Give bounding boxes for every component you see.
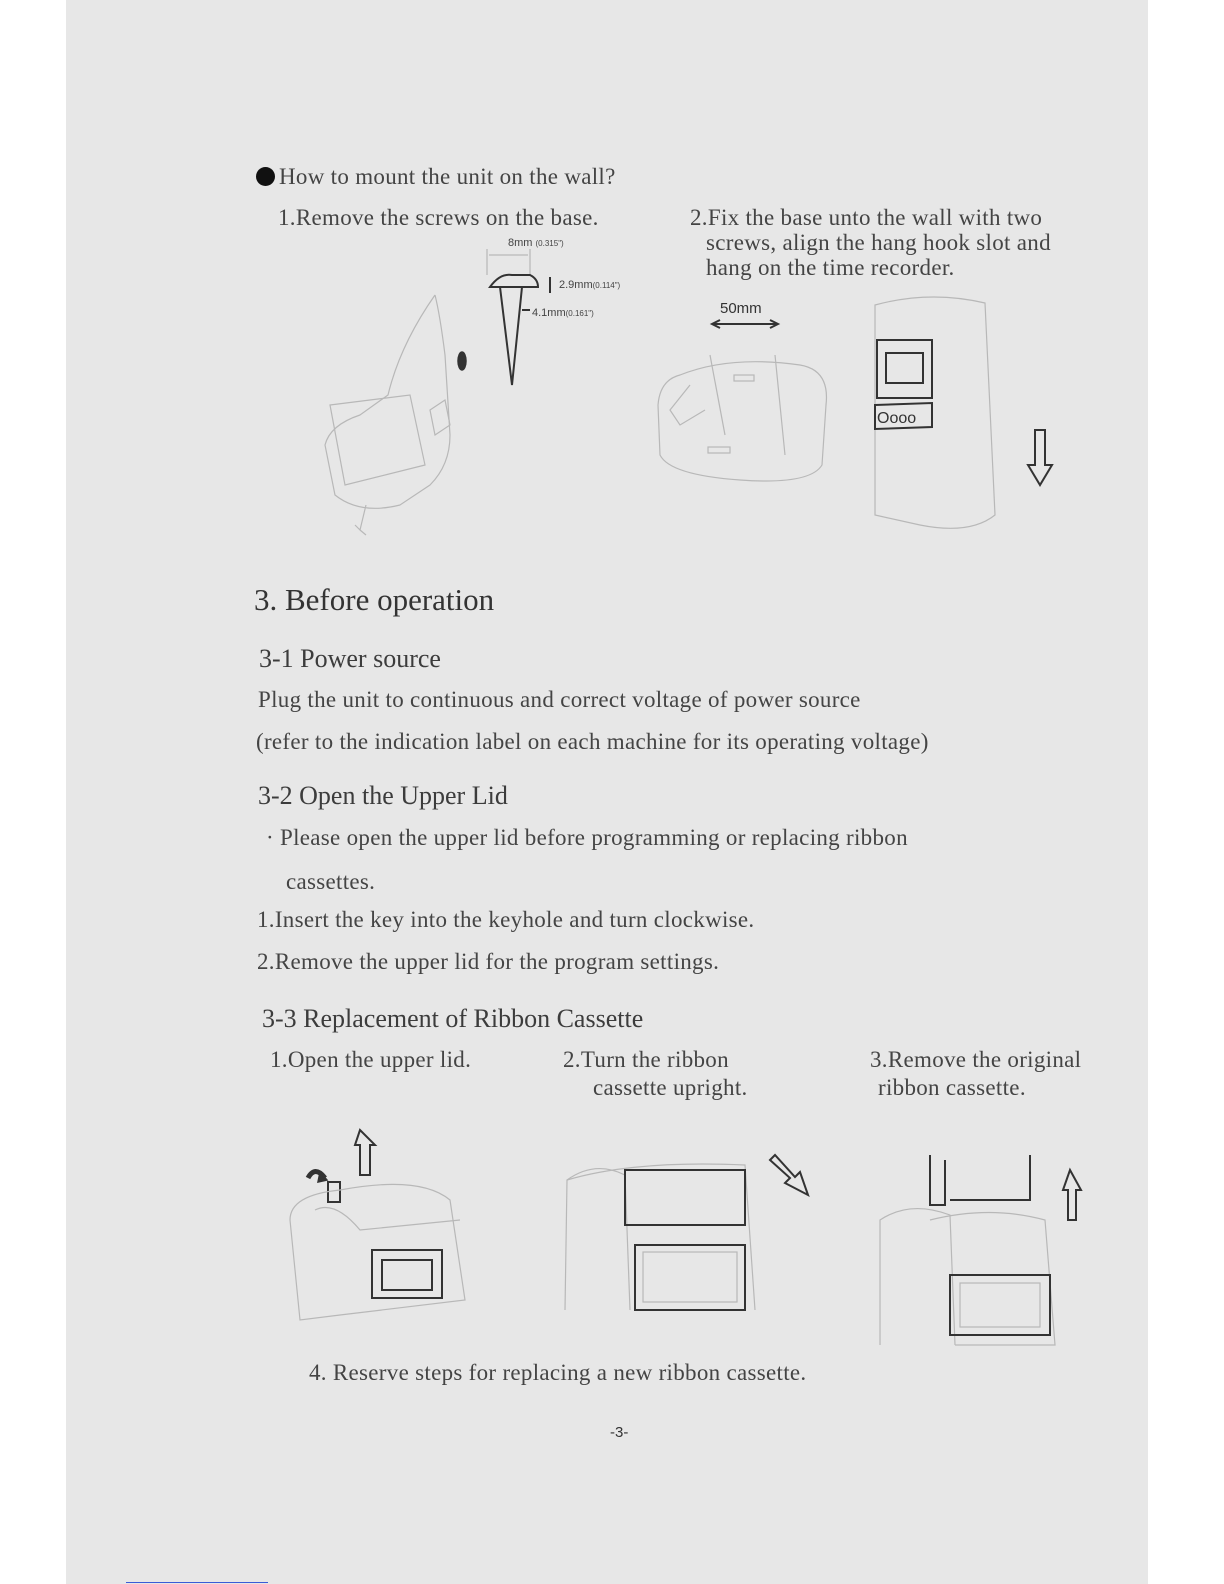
mount-question: How to mount the unit on the wall? <box>256 164 616 190</box>
spacing-label: 50mm <box>720 300 762 317</box>
open-upper-lid-illustration <box>280 1120 480 1330</box>
mount-step-2-line-3: hang on the time recorder. <box>706 255 955 280</box>
ribbon-step-3-line-2: ribbon cassette. <box>878 1075 1026 1100</box>
upper-lid-step-2: 2.Remove the upper lid for the program settings. <box>257 949 720 974</box>
ribbon-step-1: 1.Open the upper lid. <box>270 1047 472 1072</box>
screw-shank-label: 4.1mm(0.161") <box>532 307 594 319</box>
upper-lid-step-1: 1.Insert the key into the keyhole and turn clockwise. <box>257 907 755 932</box>
ribbon-step-4: 4. Reserve steps for replacing a new ribbon cassette. <box>309 1360 807 1385</box>
mount-step-2-line-1: 2.Fix the base unto the wall with two <box>690 205 1043 230</box>
base-screw-illustration <box>300 235 660 550</box>
cassette-upright-illustration <box>555 1140 815 1325</box>
subsection-3-1-title: 3-1 Power source <box>259 644 441 673</box>
screw-head-width-label: 8mm (0.315") <box>508 237 564 249</box>
subsection-3-3-title: 3-3 Replacement of Ribbon Cassette <box>262 1004 644 1033</box>
section-title: 3. Before operation <box>254 582 495 617</box>
bullet-icon <box>256 167 275 186</box>
mount-step-1: 1.Remove the screws on the base. <box>278 205 599 230</box>
page-number: -3- <box>610 1424 629 1441</box>
keypad-label: Oooo <box>877 410 917 427</box>
upper-lid-note-line-2: cassettes. <box>286 869 376 894</box>
ribbon-step-2-line-1: 2.Turn the ribbon <box>563 1047 729 1072</box>
wall-mount-illustration <box>650 285 1060 545</box>
mount-step-2-line-2: screws, align the hang hook slot and <box>706 230 1051 255</box>
ribbon-step-3-line-1: 3.Remove the original <box>870 1047 1082 1072</box>
footer-link-underline <box>126 1582 268 1583</box>
subsection-3-2-title: 3-2 Open the Upper Lid <box>258 781 508 810</box>
power-line-2: (refer to the indication label on each machine for its operating voltage) <box>256 729 929 754</box>
ribbon-step-2-line-2: cassette upright. <box>593 1075 748 1100</box>
screw-head-height-label: 2.9mm(0.114") <box>559 279 621 291</box>
remove-cassette-illustration <box>870 1145 1090 1355</box>
power-line-1: Plug the unit to continuous and correct voltage of power source <box>258 687 861 712</box>
upper-lid-note-line-1: · Please open the upper lid before programming or replacing ribbon <box>266 825 908 850</box>
